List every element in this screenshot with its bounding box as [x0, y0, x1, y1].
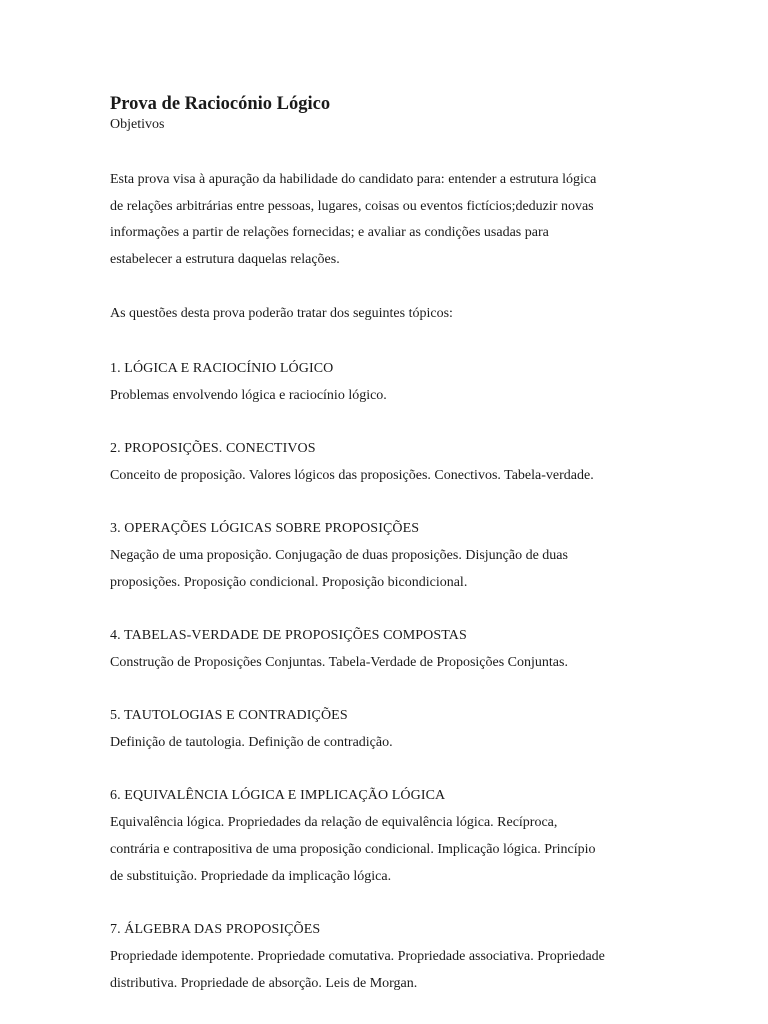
document-subtitle: Objetivos [110, 117, 165, 132]
topic-section [110, 622, 670, 676]
document-page [110, 93, 670, 1023]
topic-section [110, 355, 670, 409]
topic-body: Problemas envolvendo lógica e raciocínio lógico. [110, 387, 387, 403]
topic-section [110, 702, 670, 756]
topic-body: Negação de uma proposição. Conjugação de duas proposições. Disjunção de duas proposições. Proposição condicional. Proposição bicondicional. [110, 547, 568, 590]
topic-heading: 1. LÓGICA E RACIOCÍNIO LÓGICO [110, 360, 334, 376]
topics-lead-paragraph: As questões desta prova poderão tratar dos seguintes tópicos: [110, 305, 453, 321]
topic-heading: 2. PROPOSIÇÕES. CONECTIVOS [110, 440, 316, 456]
topic-section [110, 916, 670, 997]
topic-heading: 6. EQUIVALÊNCIA LÓGICA E IMPLICAÇÃO LÓGICA [110, 787, 446, 803]
topic-body: Definição de tautologia. Definição de contradição. [110, 734, 393, 750]
topic-list [110, 355, 670, 997]
topic-section [110, 782, 670, 890]
topic-heading: 7. ÁLGEBRA DAS PROPOSIÇÕES [110, 921, 321, 937]
topic-section [110, 435, 670, 489]
intro-paragraph: Esta prova visa à apuração da habilidade do candidato para: entender a estrutura lógica de relações arbitrárias entre pessoas, lugares, coisas ou eventos fictícios;deduzir novas informações a partir de relações fornecidas; e avaliar as condições usadas para estabelecer a estrutura daquelas relações. [110, 172, 597, 268]
topic-body: Construção de Proposições Conjuntas. Tabela-Verdade de Proposições Conjuntas. [110, 654, 568, 670]
topic-heading: 5. TAUTOLOGIAS E CONTRADIÇÕES [110, 707, 348, 723]
topic-body: Equivalência lógica. Propriedades da relação de equivalência lógica. Recíproca, contrária e contrapositiva de uma proposição condicional. Implicação lógica. Princípio de substituição. Propriedade da implicação lógica. [110, 814, 596, 884]
topic-body: Conceito de proposição. Valores lógicos das proposições. Conectivos. Tabela-verdade. [110, 467, 594, 483]
document-title: Prova de Raciocónio Lógico [110, 94, 331, 114]
topic-heading: 4. TABELAS-VERDADE DE PROPOSIÇÕES COMPOSTAS [110, 627, 467, 643]
topic-heading: 3. OPERAÇÕES LÓGICAS SOBRE PROPOSIÇÕES [110, 520, 420, 536]
topic-section [110, 515, 670, 596]
topic-body: Propriedade idempotente. Propriedade comutativa. Propriedade associativa. Propriedade distributiva. Propriedade de absorção. Leis de Morgan. [110, 948, 605, 991]
